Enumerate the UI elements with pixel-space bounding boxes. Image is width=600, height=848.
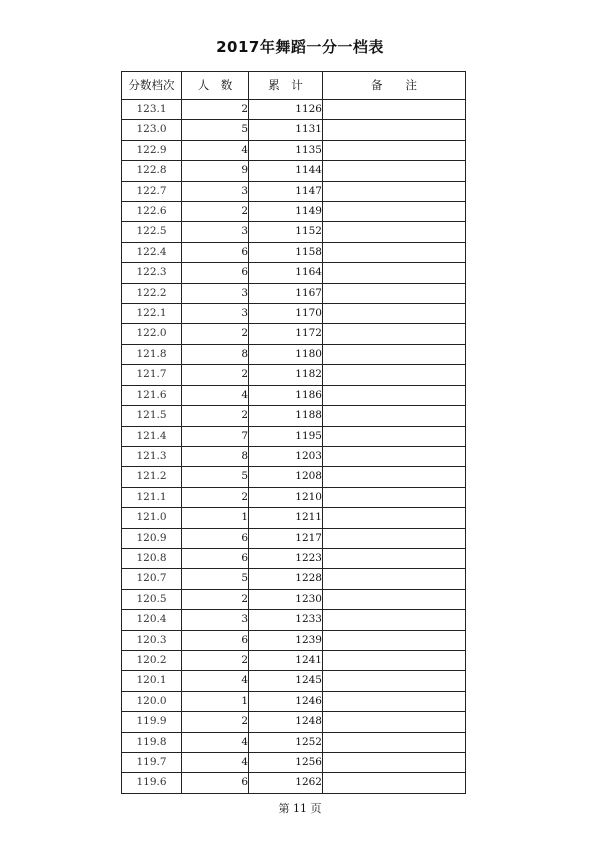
count-cell: 3 — [182, 222, 249, 242]
table-row — [122, 385, 466, 405]
cumulative-cell: 1211 — [249, 508, 323, 528]
table-row — [122, 732, 466, 752]
count-cell: 2 — [182, 406, 249, 426]
table-row — [122, 365, 466, 385]
table-row — [122, 528, 466, 548]
cumulative-cell: 1135 — [249, 140, 323, 160]
remarks-cell — [323, 589, 466, 609]
count-cell: 3 — [182, 181, 249, 201]
cumulative-cell: 1217 — [249, 528, 323, 548]
score-cell: 122.4 — [122, 242, 182, 262]
count-cell: 9 — [182, 161, 249, 181]
score-cell: 122.6 — [122, 202, 182, 222]
count-cell: 7 — [182, 426, 249, 446]
cumulative-cell: 1167 — [249, 283, 323, 303]
cumulative-cell: 1230 — [249, 589, 323, 609]
cumulative-cell: 1208 — [249, 467, 323, 487]
remarks-cell — [323, 100, 466, 120]
table-row — [122, 712, 466, 732]
count-cell: 5 — [182, 120, 249, 140]
remarks-cell — [323, 446, 466, 466]
table-row — [122, 569, 466, 589]
header-count: 人 数 — [182, 72, 249, 100]
count-cell: 4 — [182, 140, 249, 160]
cumulative-cell: 1188 — [249, 406, 323, 426]
count-cell: 3 — [182, 304, 249, 324]
table-row — [122, 304, 466, 324]
table-row — [122, 671, 466, 691]
count-cell: 6 — [182, 263, 249, 283]
count-cell: 6 — [182, 548, 249, 568]
cumulative-cell: 1203 — [249, 446, 323, 466]
header-score-level: 分数档次 — [122, 72, 182, 100]
remarks-cell — [323, 385, 466, 405]
score-cell: 119.7 — [122, 753, 182, 773]
cumulative-cell: 1245 — [249, 671, 323, 691]
table-header-row — [122, 72, 466, 100]
score-cell: 120.8 — [122, 548, 182, 568]
score-cell: 122.9 — [122, 140, 182, 160]
count-cell: 2 — [182, 650, 249, 670]
count-cell: 1 — [182, 508, 249, 528]
table-row — [122, 140, 466, 160]
cumulative-cell: 1180 — [249, 344, 323, 364]
remarks-cell — [323, 140, 466, 160]
score-cell: 119.9 — [122, 712, 182, 732]
cumulative-cell: 1158 — [249, 242, 323, 262]
score-cell: 121.2 — [122, 467, 182, 487]
remarks-cell — [323, 344, 466, 364]
remarks-cell — [323, 732, 466, 752]
table-row — [122, 589, 466, 609]
remarks-cell — [323, 120, 466, 140]
remarks-cell — [323, 406, 466, 426]
count-cell: 4 — [182, 753, 249, 773]
score-cell: 121.3 — [122, 446, 182, 466]
remarks-cell — [323, 304, 466, 324]
table-row — [122, 222, 466, 242]
score-cell: 122.3 — [122, 263, 182, 283]
table-row — [122, 650, 466, 670]
score-cell: 119.6 — [122, 773, 182, 793]
count-cell: 8 — [182, 446, 249, 466]
cumulative-cell: 1210 — [249, 487, 323, 507]
score-cell: 121.5 — [122, 406, 182, 426]
count-cell: 2 — [182, 202, 249, 222]
remarks-cell — [323, 222, 466, 242]
table-row — [122, 446, 466, 466]
score-cell: 121.6 — [122, 385, 182, 405]
score-cell: 123.0 — [122, 120, 182, 140]
count-cell: 6 — [182, 528, 249, 548]
score-cell: 122.2 — [122, 283, 182, 303]
table-row — [122, 548, 466, 568]
remarks-cell — [323, 691, 466, 711]
cumulative-cell: 1164 — [249, 263, 323, 283]
score-cell: 120.1 — [122, 671, 182, 691]
cumulative-cell: 1248 — [249, 712, 323, 732]
remarks-cell — [323, 467, 466, 487]
score-cell: 121.4 — [122, 426, 182, 446]
table-row — [122, 487, 466, 507]
cumulative-cell: 1223 — [249, 548, 323, 568]
remarks-cell — [323, 161, 466, 181]
score-cell: 122.8 — [122, 161, 182, 181]
score-cell: 120.7 — [122, 569, 182, 589]
page-title: 2017年舞蹈一分一档表 — [216, 38, 384, 56]
cumulative-cell: 1262 — [249, 773, 323, 793]
score-cell: 120.0 — [122, 691, 182, 711]
score-cell: 122.5 — [122, 222, 182, 242]
table-row — [122, 202, 466, 222]
remarks-cell — [323, 630, 466, 650]
remarks-cell — [323, 202, 466, 222]
cumulative-cell: 1195 — [249, 426, 323, 446]
count-cell: 4 — [182, 732, 249, 752]
remarks-cell — [323, 528, 466, 548]
score-cell: 122.1 — [122, 304, 182, 324]
remarks-cell — [323, 242, 466, 262]
cumulative-cell: 1144 — [249, 161, 323, 181]
score-cell: 120.2 — [122, 650, 182, 670]
table-row — [122, 610, 466, 630]
header-cumulative: 累 计 — [249, 72, 323, 100]
remarks-cell — [323, 365, 466, 385]
score-cell: 120.9 — [122, 528, 182, 548]
score-cell: 121.0 — [122, 508, 182, 528]
cumulative-cell: 1252 — [249, 732, 323, 752]
table-row — [122, 263, 466, 283]
table-row — [122, 283, 466, 303]
score-cell: 121.8 — [122, 344, 182, 364]
score-distribution-table — [121, 71, 466, 794]
table-row — [122, 426, 466, 446]
remarks-cell — [323, 712, 466, 732]
score-cell: 122.7 — [122, 181, 182, 201]
table-row — [122, 181, 466, 201]
remarks-cell — [323, 324, 466, 344]
count-cell: 2 — [182, 324, 249, 344]
cumulative-cell: 1241 — [249, 650, 323, 670]
count-cell: 2 — [182, 712, 249, 732]
table-row — [122, 753, 466, 773]
score-cell: 120.5 — [122, 589, 182, 609]
table-row — [122, 691, 466, 711]
count-cell: 5 — [182, 467, 249, 487]
table-row — [122, 120, 466, 140]
score-cell: 123.1 — [122, 100, 182, 120]
header-remarks: 备 注 — [323, 72, 466, 100]
count-cell: 6 — [182, 773, 249, 793]
count-cell: 2 — [182, 487, 249, 507]
remarks-cell — [323, 508, 466, 528]
score-cell: 121.1 — [122, 487, 182, 507]
remarks-cell — [323, 671, 466, 691]
page-number: 第 11 页 — [278, 802, 322, 815]
remarks-cell — [323, 773, 466, 793]
remarks-cell — [323, 753, 466, 773]
count-cell: 2 — [182, 589, 249, 609]
count-cell: 2 — [182, 365, 249, 385]
score-cell: 119.8 — [122, 732, 182, 752]
count-cell: 4 — [182, 385, 249, 405]
cumulative-cell: 1170 — [249, 304, 323, 324]
table-row — [122, 508, 466, 528]
count-cell: 1 — [182, 691, 249, 711]
remarks-cell — [323, 487, 466, 507]
count-cell: 3 — [182, 610, 249, 630]
cumulative-cell: 1131 — [249, 120, 323, 140]
remarks-cell — [323, 650, 466, 670]
cumulative-cell: 1126 — [249, 100, 323, 120]
remarks-cell — [323, 548, 466, 568]
cumulative-cell: 1152 — [249, 222, 323, 242]
count-cell: 6 — [182, 242, 249, 262]
score-cell: 122.0 — [122, 324, 182, 344]
remarks-cell — [323, 181, 466, 201]
score-cell: 120.3 — [122, 630, 182, 650]
cumulative-cell: 1172 — [249, 324, 323, 344]
cumulative-cell: 1246 — [249, 691, 323, 711]
table-row — [122, 100, 466, 120]
table-row — [122, 467, 466, 487]
count-cell: 2 — [182, 100, 249, 120]
table-row — [122, 406, 466, 426]
remarks-cell — [323, 263, 466, 283]
table-row — [122, 773, 466, 793]
count-cell: 8 — [182, 344, 249, 364]
cumulative-cell: 1228 — [249, 569, 323, 589]
cumulative-cell: 1239 — [249, 630, 323, 650]
table-row — [122, 324, 466, 344]
score-cell: 121.7 — [122, 365, 182, 385]
cumulative-cell: 1149 — [249, 202, 323, 222]
count-cell: 4 — [182, 671, 249, 691]
count-cell: 3 — [182, 283, 249, 303]
remarks-cell — [323, 569, 466, 589]
count-cell: 6 — [182, 630, 249, 650]
cumulative-cell: 1256 — [249, 753, 323, 773]
remarks-cell — [323, 426, 466, 446]
table-row — [122, 161, 466, 181]
count-cell: 5 — [182, 569, 249, 589]
table-body — [122, 100, 466, 794]
cumulative-cell: 1233 — [249, 610, 323, 630]
table-row — [122, 630, 466, 650]
table-row — [122, 344, 466, 364]
score-cell: 120.4 — [122, 610, 182, 630]
remarks-cell — [323, 283, 466, 303]
cumulative-cell: 1147 — [249, 181, 323, 201]
cumulative-cell: 1182 — [249, 365, 323, 385]
remarks-cell — [323, 610, 466, 630]
table-row — [122, 242, 466, 262]
cumulative-cell: 1186 — [249, 385, 323, 405]
